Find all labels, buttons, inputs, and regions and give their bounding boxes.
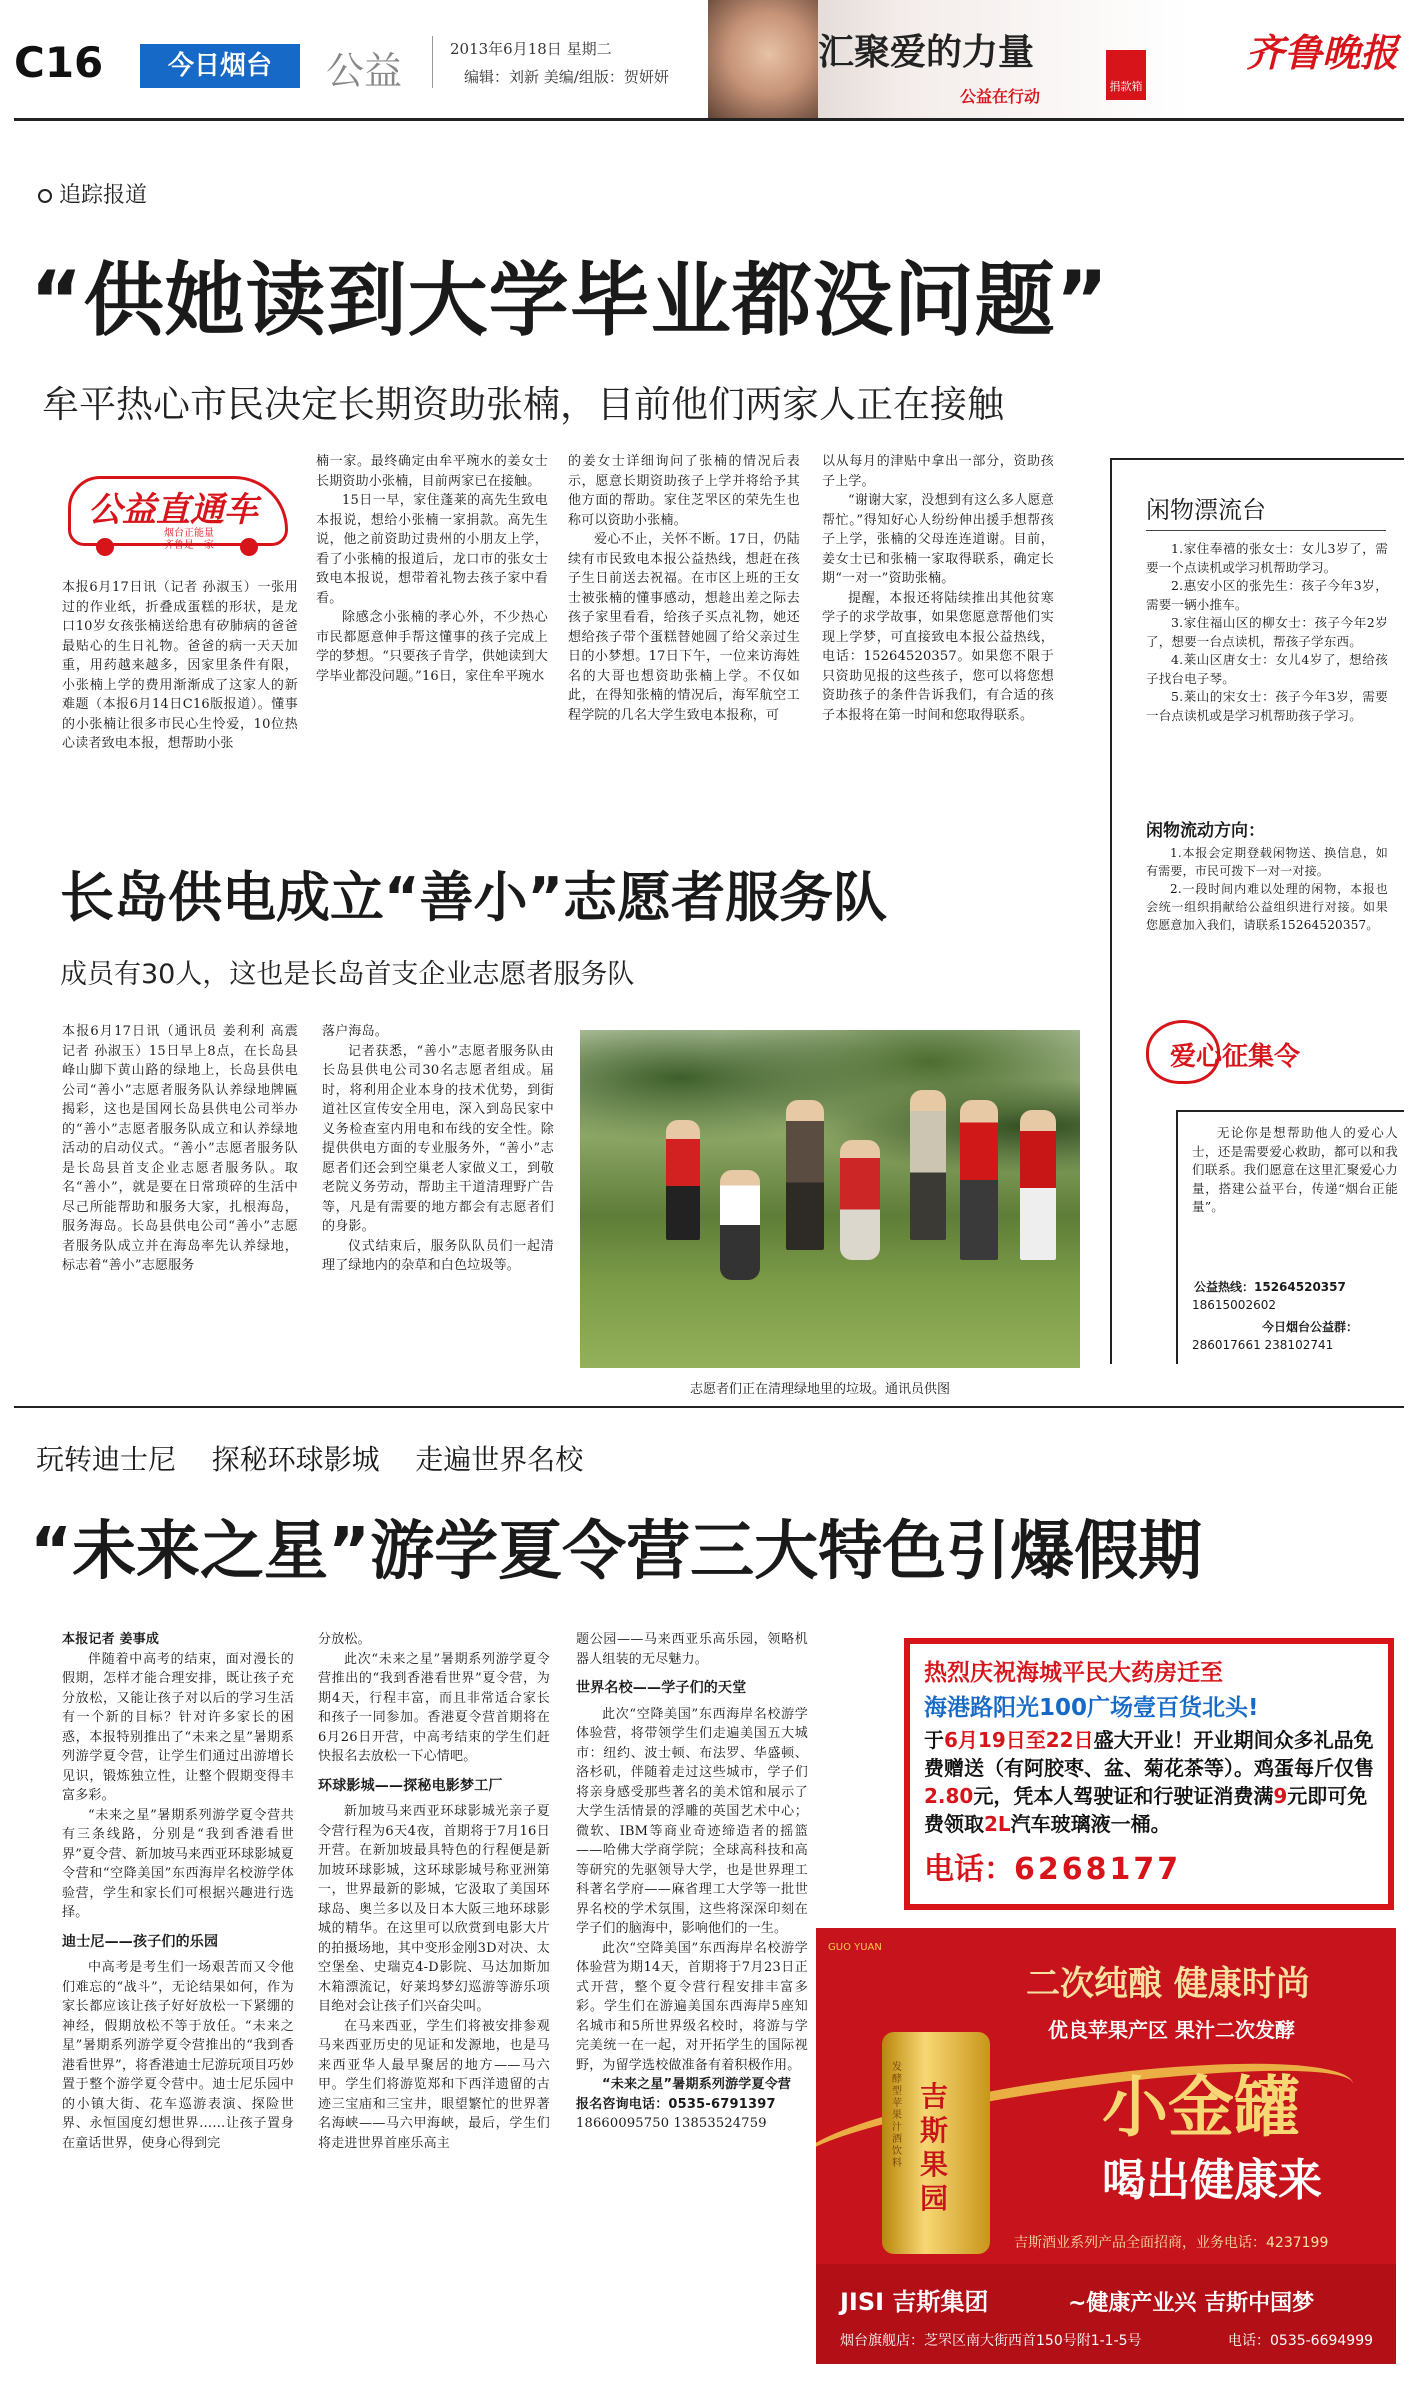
- a1-col1: [62, 578, 298, 778]
- paragraph: 伴随着中高考的结束，面对漫长的假期，怎样才能合理安排，既让孩子充分放松，又能让孩子对以后的学习生活有一个新的目标？针对许多家长的困惑，本报特别推出了“未来之星”暑期系列游学夏令营，让学生们通过出游增长见识，锻炼独立性，让整个假期变得丰富多彩。: [62, 1651, 294, 1803]
- qq-label: 今日烟台公益群：: [1262, 1320, 1359, 1334]
- phone-line-2: 18660095750 13853524759: [576, 2116, 767, 2131]
- ad1-line2: 海港路阳光100广场壹百货北头!: [924, 1695, 1259, 1721]
- banner-title: 汇聚爱的力量: [818, 32, 1035, 73]
- ad2-store-tel: 电话：0535-6694999: [1228, 2333, 1374, 2349]
- subhead-1: 牟平热心市民决定长期资助张楠，目前他们两家人正在接触: [42, 383, 1004, 426]
- volunteer-figure: [666, 1120, 700, 1240]
- trees: [580, 1030, 1080, 1190]
- sidebar-items: [1146, 540, 1388, 725]
- heart-badge: [1146, 1020, 1326, 1100]
- ad1-amount: 9: [1273, 1784, 1288, 1808]
- paragraph: 提醒，本报还将陆续推出其他贫寒学子的求学故事，如果您愿意帮他们实现上学梦，可直接致电本报公益热线，电话：15264520357。如果您不限于只资助见报的这些孩子，您可以将您想资助孩子的条件告诉我们，有合适的孩子本报将在第一时间和您取得联系。: [822, 590, 1054, 723]
- logo-sub1: 烟台正能量: [164, 528, 214, 539]
- paragraph: 分放松。: [318, 1632, 371, 1647]
- juice-ad: [816, 1928, 1396, 2364]
- can-side-text: 发酵型苹果汁酒饮料: [892, 2062, 902, 2169]
- a3-col2: [318, 1630, 550, 2350]
- sidebar-title-2: 闲物流动方向：: [1146, 821, 1265, 841]
- header-banner: [708, 0, 1188, 120]
- can-brand: 吉斯果园: [920, 2080, 949, 2215]
- sidebar-rule: [1146, 530, 1386, 531]
- hotline: 公益热线：15264520357: [1194, 1280, 1346, 1294]
- donation-box-label: 捐款箱: [1109, 80, 1143, 93]
- logo-wheel-icon: [96, 538, 114, 556]
- a3-col1: [62, 1630, 294, 2350]
- ad1-line1: 热烈庆祝海城平民大药房迁至: [924, 1660, 1223, 1686]
- byline-text: 本报记者 姜事成: [62, 1632, 160, 1647]
- ad1-tel-label: 电话：: [924, 1852, 1014, 1887]
- a1-col2: [316, 452, 548, 802]
- a2-col2: [322, 1022, 554, 1387]
- paragraph: “未来之星”暑期系列游学夏令营共有三条线路，分别是“我到香港看世界”夏令营、新加坡马来西亚环球影城夏令营和“空降美国”东西海岸名校游学体验营，学生和家长们可根据兴趣进行选择。: [62, 1807, 294, 1920]
- logo-wheel-icon: [240, 538, 258, 556]
- paragraph: “谢谢大家，没想到有这么多人愿意帮忙。”得知好心人纷纷伸出援手想帮孩子上学，张楠的父母连连道谢。目前，姜女士已和张楠一家取得联系，确定长期“一对一”资助张楠。: [822, 493, 1054, 586]
- ad1-volume: 2L: [984, 1812, 1011, 1836]
- donation-box: [1106, 50, 1146, 100]
- banner-subtitle: 公益在行动: [960, 87, 1041, 106]
- a2-col1: [62, 1022, 298, 1387]
- section-rule: [14, 1406, 1404, 1408]
- kicker-3: 玩转迪士尼 探秘环球影城 走遍世界名校: [36, 1443, 584, 1476]
- paragraph: 仪式结束后，服务队队员们一起清理了绿地内的杂草和白色垃圾等。: [322, 1238, 554, 1273]
- qq-numbers: 286017661 238102741: [1192, 1338, 1334, 1352]
- phone-line: [576, 2095, 808, 2115]
- heart-text: [1192, 1124, 1398, 1217]
- page-number: C16: [14, 38, 104, 87]
- ad2-sub: 优良苹果产区 果汁二次发酵: [1048, 2018, 1295, 2042]
- hotline-2: 18615002602: [1192, 1298, 1276, 1312]
- paragraph: 此次“空降美国”东西海岸名校游学体验营为期14天，首期将于7月23日正式开营，整个夏令营行程安排丰富多彩。学生们在游遍美国东西海岸5座知名城市和5所世界级名校时，将游与学完美统一在一起，对开拓学生的国际视野，为留学选校做准备有着积极作用。: [576, 1940, 808, 2073]
- paragraph: 爱心不止，关怀不断。17日，仍陆续有市民致电本报公益热线，想赶在孩子生日前送去祝福。在市区上班的王女士被张楠的懂事感动，想趁出差之际去孩子家里看看，给孩子买点礼物，她还想给孩子带个蛋糕替她圆了给父亲过生日的小梦想。17日下午，一位来访海姓名的大哥也想资助张楠上学。不仅如此，在得知张楠的情况后，海军航空工程学院的几名大学生致电本报称，可: [568, 532, 800, 723]
- a3-col3: [576, 1630, 808, 2350]
- sidebar-item: 1.家住奉禧的张女士：女儿3岁了，需要一个点读机或学习机帮助学习。: [1146, 541, 1388, 575]
- subheading: 环球影城——探秘电影梦工厂: [318, 1777, 503, 1794]
- ad1-tel: [924, 1844, 1374, 1888]
- logo-sub2: 齐鲁是一家: [164, 540, 214, 551]
- ad-logo-small: GUO YUAN: [828, 1942, 882, 1953]
- sidebar-item: 2.惠安小区的张先生：孩子今年3岁，需要一辆小推车。: [1146, 578, 1388, 612]
- header-editor: 编辑：刘新 美编/组版：贺妍妍: [464, 68, 669, 86]
- sidebar-flow-1: 1.本报会定期登载闲物送、换信息，如有需要，市民可拨下一对一对接。: [1146, 846, 1388, 878]
- kicker: [38, 178, 147, 209]
- paragraph: 楠一家。最终确定由牟平琬水的姜女士长期资助小张楠，目前两家已在接触。: [316, 454, 548, 489]
- volunteer-figure: [840, 1140, 880, 1260]
- page-header: [0, 0, 1417, 120]
- volunteer-figure: [1020, 1110, 1056, 1260]
- sidebar-flow-2: 2.一段时间内难以处理的闲物，本报也会统一组织捐献给公益组织进行对接。如果您愿意加入我们，请联系15264520357。: [1146, 882, 1388, 932]
- headline-3: “未来之星”游学夏令营三大特色引爆假期: [30, 1515, 1203, 1589]
- ad1-text: 汽车玻璃液一桶。: [1010, 1812, 1171, 1836]
- volunteer-figure: [960, 1100, 998, 1260]
- sidebar-item: 5.莱山的宋女士：孩子今年3岁，需要一台点读机或是学习机帮助孩子学习。: [1146, 689, 1388, 723]
- header-date: 2013年6月18日 星期二: [450, 40, 612, 58]
- logo-title: 公益直通车: [88, 490, 258, 530]
- header-divider: [432, 36, 433, 88]
- pharmacy-ad: [904, 1638, 1394, 1910]
- volunteer-figure: [786, 1100, 824, 1250]
- heart-paragraph: 无论你是想帮助他人的爱心人士，还是需要爱心救助，都可以和我们联系。我们愿意在这里汇聚爱心力量，搭建公益平台，传递“烟台正能量”。: [1192, 1125, 1398, 1214]
- header-rule: [14, 118, 1404, 121]
- sidebar-item: 4.莱山区唐女士：女儿4岁了，想给孩子找台电子琴。: [1146, 652, 1388, 686]
- paragraph: 此次“未来之星”暑期系列游学夏令营推出的“我到香港看世界”夏令营，为期4天，行程丰富，而且非常适合家长和孩子一同参加。香港夏令营首期将在6月26日开营，中高考结束的学生们赶快报名去放松一下心情吧。: [318, 1651, 550, 1764]
- ad1-body: [924, 1726, 1374, 1838]
- ad1-text: 元即可免费领取: [924, 1784, 1368, 1836]
- col3-bold: “未来之星”暑期系列游学夏令营: [602, 2077, 792, 2092]
- ad1-text: 元，凭本人驾驶证和行驶证消费满: [973, 1784, 1274, 1808]
- kicker-text: 追踪报道: [59, 183, 148, 208]
- subhead-2: 成员有30人，这也是长岛首支企业志愿者服务队: [60, 959, 635, 990]
- paragraph: 本报6月17日讯（记者 孙淑玉）一张用过的作业纸，折叠成蛋糕的形状，是龙口10岁女孩张楠送给患有矽肺病的爸爸最贴心的生日礼物。爸爸的病一天天加重，用药越来越多，因家里条件有限，小张楠上学的费用渐渐成了这家人的新难题（本报6月14日C16版报道）。懂事的小张楠让很多市民心生怜爱，10位热心读者致电本报，想帮助小张: [62, 580, 298, 751]
- ad1-date: 6月19日至22日: [944, 1728, 1094, 1752]
- volunteer-figure: [720, 1170, 760, 1280]
- ad2-motto: ~健康产业兴 吉斯中国梦: [1068, 2291, 1315, 2316]
- ad1-tel-number: 6268177: [1014, 1852, 1182, 1887]
- paragraph: 本报6月17日讯（通讯员 姜利利 高震 记者 孙淑玉）15日早上8点，在长岛县峰山脚下黄山路的绿地上，长岛县供电公司“善小”志愿者服务队认养绿地牌匾揭彩，这也是国网长岛县供电公司举办的“善小”志愿者服务队成立和认养绿地活动的启动仪式。“善小”志愿者服务队是长岛县首支企业志愿者服务队。取名“善小”，就是要在日常琐碎的生活中尽己所能帮助和服务大家，扎根海岛，服务海岛。长岛县供电公司“善小”志愿者服务队成立并在海岛率先认养绿地，标志着“善小”志愿服务: [62, 1024, 298, 1273]
- ad1-text: 盛大开业！开业期间众多礼品免费赠送（有阿胶枣、盆、菊花茶等）。鸡蛋每斤仅售: [924, 1728, 1374, 1780]
- paragraph: 题公园——马来西亚乐高乐园，领略机器人组装的无尽魅力。: [576, 1632, 808, 1667]
- a1-col3: [568, 452, 800, 802]
- ad2-dealer: 吉斯酒业系列产品全面招商，业务电话：4237199: [1014, 2235, 1329, 2251]
- subheading: 迪士尼——孩子们的乐园: [62, 1933, 219, 1950]
- ad2-company: JISI 吉斯集团: [840, 2288, 989, 2316]
- ad2-drink: 喝出健康来: [1102, 2155, 1322, 2206]
- photo-caption: 志愿者们正在清理绿地里的垃圾。通讯员供图: [690, 1382, 951, 1397]
- ad1-price: 2.80: [924, 1784, 974, 1808]
- heart-title: 爱心征集令: [1170, 1042, 1301, 1072]
- headline-2: 长岛供电成立“善小”志愿者服务队: [60, 866, 887, 929]
- juice-can: [882, 2032, 990, 2254]
- sidebar: [1110, 458, 1404, 1364]
- ad1-text: 于: [924, 1728, 944, 1752]
- paragraph: 中高考是考生们一场艰苦而又令他们难忘的“战斗”，无论结果如何，作为家长都应该让孩子好好放松一下紧绷的神经，假期放松不等于放任。“未来之星”暑期系列游学夏令营推出的“我到香港看世界”，将香港迪士尼游玩项目巧妙置于整个游学夏令营中。迪士尼乐园中的小镇大街、花车巡游表演、探险世界、永恒国度幻想世界……让孩子置身在童话世界，使身心得到完: [62, 1960, 294, 2151]
- kicker-circle-icon: [38, 189, 52, 203]
- paragraph: 的姜女士详细询问了张楠的情况后表示，愿意长期资助孩子上学并将给予其他方面的帮助。家住芝罘区的荣先生也称可以资助小张楠。: [568, 454, 800, 528]
- paragraph: 新加坡马来西亚环球影城光亲子夏令营行程为6天4夜，首期将于7月16日开营。在新加坡最具特色的行程便是新加坡环球影城，这环球影城号称亚洲第一，世界最新的影城，它汲取了美国环球岛、奥兰多以及日本大阪三地环球影城的精华。在这里可以欣赏到电影大片的拍摄场地，其中变形金刚3D对决、太空堡垒、史瑞克4-D影院、马达加斯加木箱漂流记，好莱坞梦幻巡游等游乐项目绝对会让孩子们兴奋尖叫。: [318, 1804, 550, 2014]
- paragraph: [576, 2075, 808, 2095]
- paper-name: 齐鲁晚报: [1246, 30, 1399, 75]
- sidebar-title-1: 闲物漂流台: [1146, 496, 1266, 524]
- child-photo: [708, 0, 818, 120]
- sidebar-flow: [1146, 844, 1388, 934]
- headline-1: “供她读到大学毕业都没问题”: [30, 254, 1110, 347]
- sidebar-item: 3.家住福山区的柳女士：孩子今年2岁了，想要一台点读机，帮孩子学东西。: [1146, 615, 1388, 649]
- paragraph: 在马来西亚，学生们将被安排参观马来西亚历史的见证和发源地，也是马来西亚华人最早聚居的地方——马六甲。学生们将游览郑和下西洋遗留的古迹三宝庙和三宝井，眼望繁忙的世界著名海峡——马六甲海峡，最后，学生们将走进世界首座乐高主: [318, 2018, 550, 2151]
- column-name: 公益: [326, 49, 403, 93]
- subheading: 世界名校——学子们的天堂: [576, 1680, 747, 1696]
- a1-col4: [822, 452, 1054, 802]
- section-tab: 今日烟台: [140, 44, 300, 88]
- paragraph: 记者获悉，“善小”志愿者服务队由长岛县供电公司30名志愿者组成。届时，将利用企业本身的技术优势，到街道社区宣传安全用电，深入到岛民家中义务检查室内用电和布线的安全性。除提供供电方面的专业服务外，“善小”志愿者们还会到空巢老人家做义工，到敬老院义务劳动，帮助主干道清理野广告等，凡是有需要的地方都会有志愿者们的身影。: [322, 1043, 554, 1234]
- byline: [62, 1630, 294, 1650]
- volunteer-figure: [910, 1090, 946, 1240]
- gongyi-logo: [60, 470, 296, 562]
- phone-label: 报名咨询电话：0535-6791397: [576, 2096, 776, 2112]
- ad2-big: 小金罐: [1102, 2069, 1300, 2146]
- paragraph: 此次“空降美国”东西海岸名校游学体验营，将带领学生们走遍美国五大城市：纽约、波士顿、布法罗、华盛顿、洛杉矶，伴随着走过这些城市，学子们将亲身感受那些著名的美术馆和展示了大学生活情景的浮雕的英国艺术中心；微软、IBM等商业奇迹缔造者的摇篮——哈佛大学商学院；全球高科技和高等研究的先驱领导大学，也是世界理工科著名学府——麻省理工大学等一批世界名校的学术氛围，这些将深深印刻在学子们的脑海中，影响他们的一生。: [576, 1706, 808, 1936]
- ad2-slogan: 二次纯酿 健康时尚: [1026, 1964, 1310, 2004]
- ad2-store: 烟台旗舰店：芝罘区南大街西首150号附1-1-5号: [840, 2333, 1142, 2349]
- paragraph: 以从每月的津贴中拿出一部分，资助孩子上学。: [822, 454, 1054, 489]
- volunteer-photo: [580, 1030, 1080, 1368]
- paragraph: 落户海岛。: [322, 1024, 389, 1039]
- paragraph: 15日一早，家住蓬莱的高先生致电本报说，想给小张楠一家捐款。高先生说，他之前资助过贵州的小朋友上学，看了小张楠的报道后，龙口市的张女士致电本报说，想带着礼物去孩子家中看看。: [316, 493, 548, 606]
- paragraph: 除感念小张楠的孝心外，不少热心市民都愿意伸手帮这懂事的孩子完成上学的梦想。“只要孩子肯学，供她读到大学毕业都没问题。”16日，家住牟平琬水: [316, 610, 548, 684]
